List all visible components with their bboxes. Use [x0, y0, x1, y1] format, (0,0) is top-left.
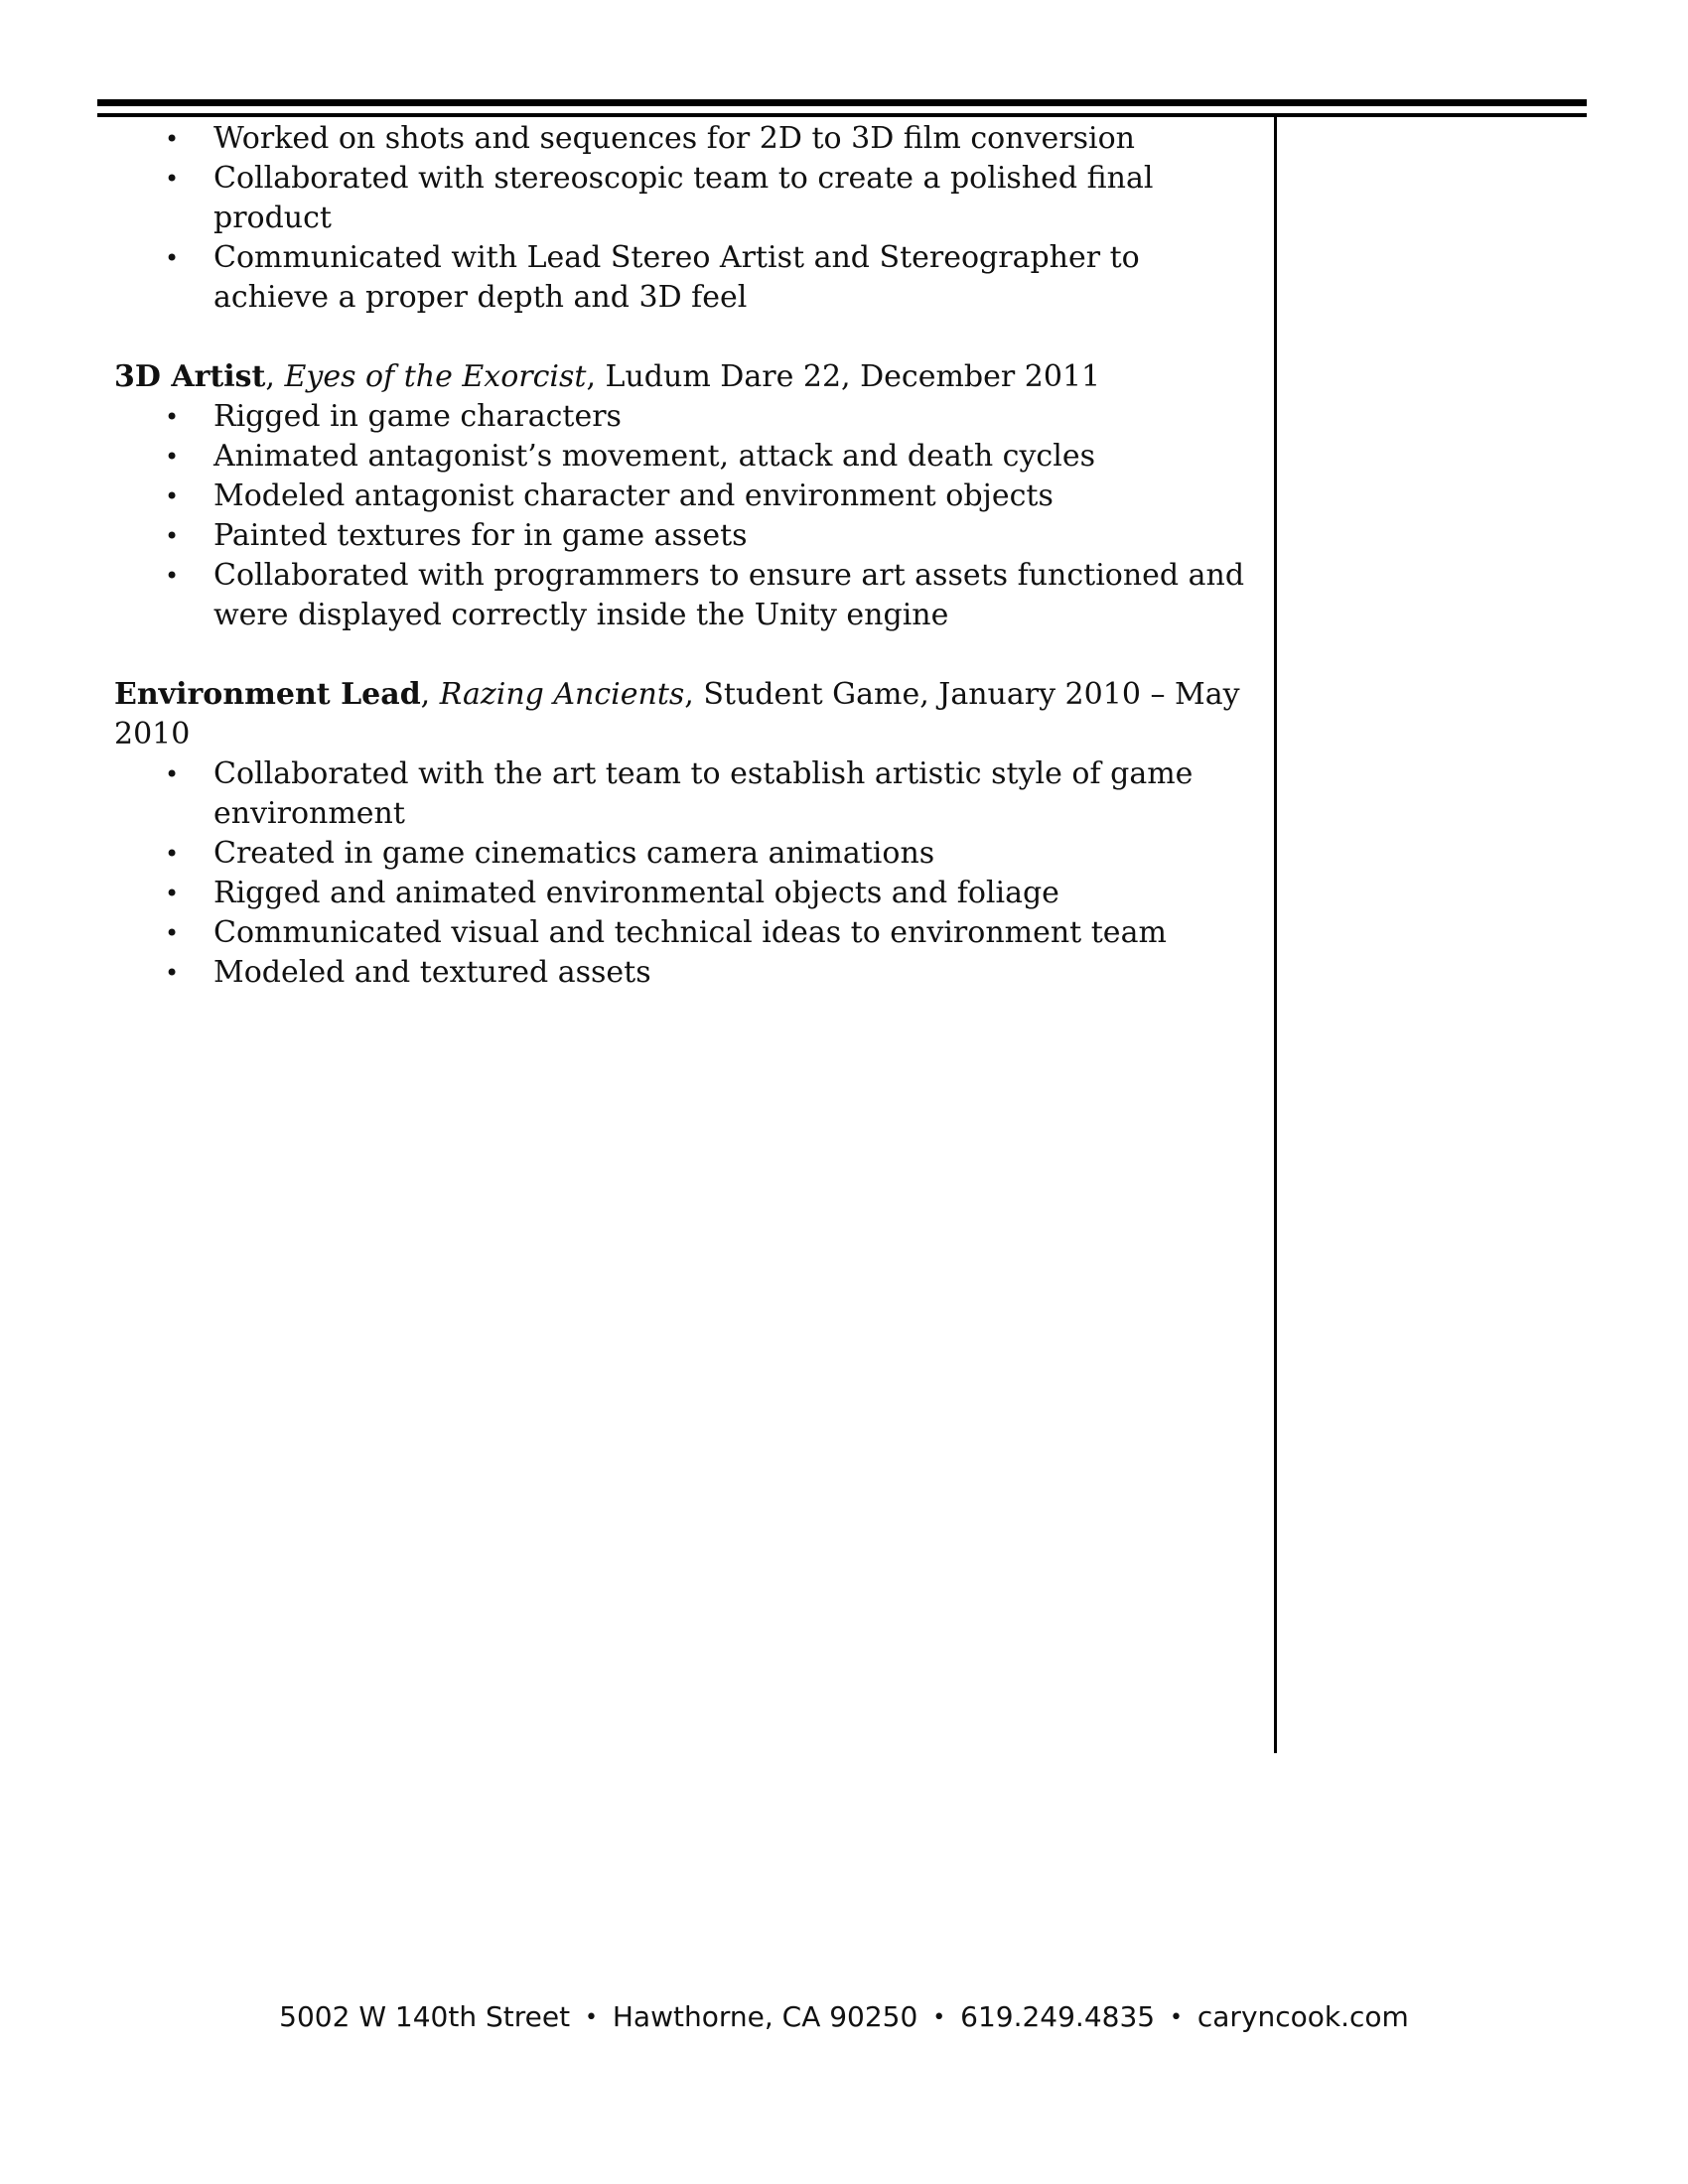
bullet-icon: • [165, 244, 180, 272]
bullet-icon: • [165, 919, 180, 947]
bullet-list-environment-lead [114, 754, 1256, 993]
list-item: • Collaborated with stereoscopic team to create a polished final product [165, 161, 1154, 235]
bullet-icon: • [165, 443, 180, 471]
job-details: , Ludum Dare 22, December 2011 [586, 359, 1101, 394]
bullet-icon: • [165, 562, 180, 590]
footer-website-link[interactable]: caryncook.com [1196, 2000, 1409, 2033]
footer-address: 5002 W 140th Street [279, 2000, 571, 2033]
job-details: , Student Game, January 2010 – May 2010 [114, 677, 1240, 751]
list-item: • Painted textures for in game assets [114, 516, 1256, 556]
job-role: 3D Artist [114, 359, 266, 394]
list-item: • Collaborated with programmers to ensure art assets functioned and were displayed correctly inside the Unity engine [165, 558, 1245, 632]
bullet-icon: • [165, 482, 180, 510]
list-item: • Communicated visual and technical ideas to environment team [114, 913, 1256, 953]
list-item: • Created in game cinematics camera animations [114, 834, 1256, 874]
list-item: • Modeled and textured assets [114, 953, 1256, 993]
bullet-icon: • [165, 959, 180, 987]
contact-footer [0, 2000, 1688, 2033]
list-item: • Worked on shots and sequences for 2D to 3D film conversion [114, 119, 1256, 159]
resume-content [114, 119, 1256, 993]
job-project: Eyes of the Exorcist [284, 359, 587, 394]
job-heading-environment-lead: Environment Lead, Razing Ancients, Student Game, January 2010 – May 2010 [114, 677, 1240, 751]
bullet-icon: • [165, 165, 180, 193]
footer-city: Hawthorne, CA 90250 [612, 2000, 918, 2033]
bullet-list-3d-artist [114, 397, 1256, 635]
bullet-list-stereo [114, 119, 1256, 318]
bullet-icon: • [165, 760, 180, 788]
list-item: • Animated antagonist’s movement, attack and death cycles [114, 437, 1256, 477]
header-rule-thick [97, 99, 1587, 106]
list-item: • Modeled antagonist character and environment objects [114, 477, 1256, 516]
column-divider [1274, 117, 1277, 1753]
header-rule-thin [97, 113, 1587, 117]
bullet-icon: • [165, 840, 180, 868]
job-project: Razing Ancients [439, 677, 685, 712]
footer-separator: • [1169, 2005, 1183, 2030]
bullet-icon: • [165, 403, 180, 431]
bullet-icon: • [165, 522, 180, 550]
footer-separator: • [932, 2005, 946, 2030]
list-item: • Collaborated with the art team to establish artistic style of game environment [165, 756, 1194, 831]
footer-separator: • [584, 2005, 598, 2030]
job-role: Environment Lead [114, 677, 421, 712]
list-item: • Rigged in game characters [114, 397, 1256, 437]
footer-phone: 619.249.4835 [960, 2000, 1156, 2033]
bullet-icon: • [165, 880, 180, 907]
bullet-icon: • [165, 125, 180, 153]
job-heading-3d-artist: 3D Artist, Eyes of the Exorcist, Ludum Dare 22, December 2011 [114, 359, 1101, 394]
list-item: • Communicated with Lead Stereo Artist and Stereographer to achieve a proper depth and 3D feel [165, 240, 1140, 315]
list-item: • Rigged and animated environmental objects and foliage [114, 874, 1256, 913]
